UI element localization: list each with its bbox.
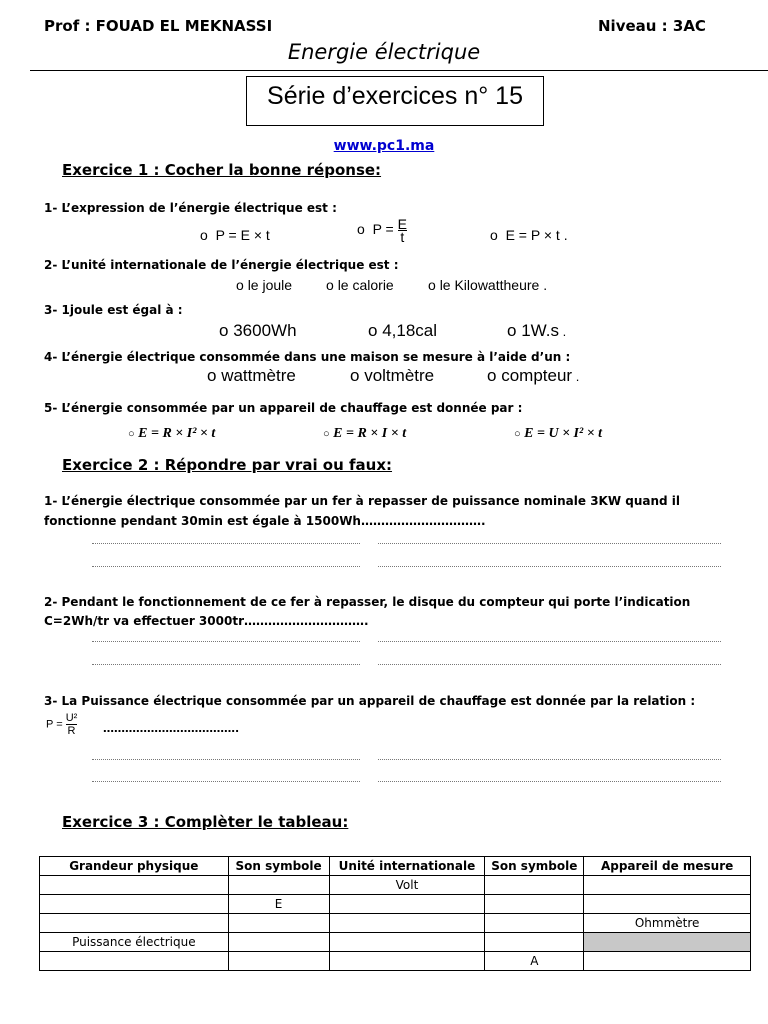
ex1-q1-option-a[interactable]: o P = E × t [200,227,270,243]
ex1-q4-option-b[interactable]: o voltmètre [350,366,435,385]
answer-line[interactable] [92,664,360,665]
table-cell: E [228,895,329,914]
option-circle: o [490,227,498,243]
table-row [40,895,751,914]
class-level: Niveau : 3AC [598,17,706,35]
table-cell[interactable] [228,933,329,952]
table-cell[interactable] [40,895,229,914]
exercise2-title: Exercice 2 : Répondre par vrai ou faux: [62,456,393,474]
ex1-q3-option-c[interactable]: o 1W.s . [507,321,567,340]
ex1-q1-option-c[interactable]: o E = P × t . [490,227,568,243]
answer-line[interactable] [92,781,360,782]
col-header: Grandeur physique [40,857,229,876]
table-row [40,914,751,933]
ex1-q5-option-b[interactable]: ○ E = R × I × t [323,426,407,441]
table-cell[interactable] [485,933,584,952]
col-header: Son symbole [228,857,329,876]
table-cell-shaded [584,933,751,952]
ex1-q4-option-c[interactable]: o compteur . [487,366,580,385]
teacher-name: Prof : FOUAD EL MEKNASSI [44,17,273,35]
table-cell[interactable] [40,876,229,895]
ex2-q2-line1: 2- Pendant le fonctionnement de ce fer à repasser, le disque du compteur qui porte l’indication [44,595,691,609]
table-cell[interactable] [329,933,485,952]
answer-line[interactable] [378,566,721,567]
table-row [40,952,751,971]
table-cell[interactable] [228,876,329,895]
exercise3-title: Exercice 3 : Complèter le tableau: [62,813,349,831]
ex1-q4-option-a[interactable]: o wattmètre [207,366,296,385]
ex1-q4-text: 4- L’énergie électrique consommée dans une maison se mesure à l’aide d’un : [44,350,571,364]
table-cell[interactable] [40,952,229,971]
fraction-u2-over-r: $\frac{\text{U²}}{R}$ [65,712,78,737]
answer-line[interactable] [92,641,360,642]
table-cell[interactable] [228,952,329,971]
table-cell: A [485,952,584,971]
ex2-q1-line1: 1- L’énergie électrique consommée par un fer à repasser de puissance nominale 3KW quand il [44,494,681,508]
ex1-q3-text: 3- 1joule est égal à : [44,303,183,317]
table-cell: Ohmmètre [584,914,751,933]
series-title: Série d’exercices n° 15 [246,76,544,126]
table-cell[interactable] [329,914,485,933]
ex2-q3-formula: P = $\frac{\text{U²}}{R}$ [46,712,78,737]
answer-line[interactable] [92,566,360,567]
table-cell[interactable] [329,952,485,971]
table-cell[interactable] [228,914,329,933]
ex2-q2-line2: C=2Wh/tr va effectuer 3000tr…………………………. [44,614,369,628]
table-row [40,876,751,895]
ex1-q1-option-b[interactable]: o P = $\frac{E}{t}$ [357,216,407,245]
ex1-q3-option-a[interactable]: o 3600Wh [219,321,297,340]
ex2-q1-line2: fonctionne pendant 30min est égale à 1500Wh…………………………. [44,514,486,528]
header-divider [30,70,768,71]
table-cell[interactable] [584,876,751,895]
ex1-q5-option-a[interactable]: ○ E = R × I² × t [128,426,216,441]
table-cell[interactable] [329,895,485,914]
ex2-q3-dots: ………………………………. [103,722,240,735]
table-cell[interactable] [485,895,584,914]
col-header: Unité internationale [329,857,485,876]
subject-title: Energie électrique [287,40,481,64]
answer-line[interactable] [378,781,721,782]
ex1-q5-text: 5- L’énergie consommée par un appareil de chauffage est donnée par : [44,401,523,415]
ex1-q1-text: 1- L’expression de l’énergie électrique est : [44,201,337,215]
option-circle: o [357,221,365,238]
answer-line[interactable] [378,759,721,760]
ex1-q2-option-a[interactable]: o le joule [236,277,293,293]
col-header: Son symbole [485,857,584,876]
table-cell: Puissance électrique [40,933,229,952]
ex1-q2-text: 2- L’unité internationale de l’énergie électrique est : [44,258,399,272]
table-cell[interactable] [485,914,584,933]
table-header-row [40,857,751,876]
table-cell[interactable] [584,952,751,971]
option-circle: o [200,227,208,243]
fraction-e-over-t: $\frac{E}{t}$ [397,216,407,245]
table-cell[interactable] [485,876,584,895]
ex2-q3-line1: 3- La Puissance électrique consommée par un appareil de chauffage est donnée par la relation : [44,694,696,708]
ex1-q5-option-c[interactable]: ○ E = U × I² × t [514,426,603,441]
ex1-q2-option-c[interactable]: o le Kilowattheure . [428,277,548,293]
ex1-q3-option-b[interactable]: o 4,18cal [368,321,438,340]
completion-table [39,856,751,971]
ex1-q2-option-b[interactable]: o le calorie [326,277,394,293]
answer-line[interactable] [92,759,360,760]
table-row [40,933,751,952]
col-header: Appareil de mesure [584,857,751,876]
answer-line[interactable] [92,543,360,544]
answer-line[interactable] [378,664,721,665]
table-cell: Volt [329,876,485,895]
table-cell[interactable] [584,895,751,914]
answer-line[interactable] [378,543,721,544]
website-link[interactable]: www.pc1.ma [333,138,435,154]
answer-line[interactable] [378,641,721,642]
table-cell[interactable] [40,914,229,933]
exercise1-title: Exercice 1 : Cocher la bonne réponse: [62,161,382,179]
